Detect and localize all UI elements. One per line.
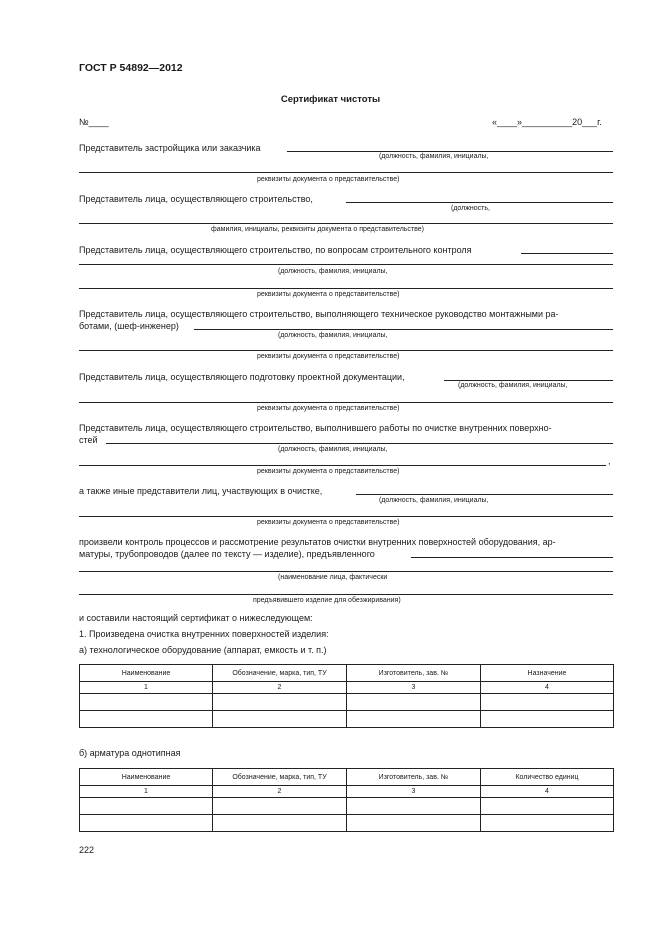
other-reps-hint-2: реквизиты документа о представительстве) <box>257 519 400 526</box>
design-docs-rep-hint: (должность, фамилия, инициалы, <box>458 382 568 389</box>
column-number: 2 <box>213 786 347 798</box>
construction-control-rep-field-3[interactable] <box>79 288 613 289</box>
inspection-text-2: матуры, трубопроводов (далее по тексту — изделие), предъявленного <box>79 549 375 559</box>
certificate-number: №____ <box>79 117 109 127</box>
construction-control-rep-hint-2: реквизиты документа о представительстве) <box>257 291 400 298</box>
chief-engineer-field[interactable] <box>194 329 613 330</box>
table-row <box>80 694 614 711</box>
cleaning-contractor-field[interactable] <box>106 443 613 444</box>
table-cell[interactable] <box>481 798 614 815</box>
column-number: 3 <box>347 682 481 694</box>
presenter-hint: (наименование лица, фактически <box>278 574 388 581</box>
table-cell[interactable] <box>481 711 614 728</box>
table-row <box>80 711 614 728</box>
cleaning-statement: 1. Произведена очистка внутренних поверхностей изделия: <box>79 629 329 639</box>
column-header: Назначение <box>481 665 614 682</box>
table-row <box>80 798 614 815</box>
other-reps-field-2[interactable] <box>79 516 613 517</box>
builder-rep-field[interactable] <box>346 202 613 203</box>
cleaning-contractor-label-1: Представитель лица, осуществляющего строительство, выполнившего работы по очистке внутренних поверхно- <box>79 423 552 433</box>
table-cell[interactable] <box>213 711 347 728</box>
presenter-field-3[interactable] <box>79 594 613 595</box>
page-number: 222 <box>79 845 95 855</box>
developer-rep-label: Представитель застройщика или заказчика <box>79 143 261 153</box>
builder-rep-label: Представитель лица, осуществляющего строительство, <box>79 194 313 204</box>
builder-rep-hint: (должность, <box>451 205 490 212</box>
table-cell[interactable] <box>213 694 347 711</box>
column-header: Обозначение, марка, тип, ТУ <box>213 665 347 682</box>
table-cell[interactable] <box>213 798 347 815</box>
table-cell[interactable] <box>80 798 213 815</box>
table-cell[interactable] <box>347 711 481 728</box>
table-header-row <box>80 665 614 682</box>
column-number-row <box>80 786 614 798</box>
table-cell[interactable] <box>347 798 481 815</box>
developer-rep-field[interactable] <box>287 151 613 152</box>
cleaning-contractor-comma: , <box>608 456 611 466</box>
design-docs-rep-field-2[interactable] <box>79 402 613 403</box>
column-number-row <box>80 682 614 694</box>
table-cell[interactable] <box>481 815 614 832</box>
valves-table <box>79 768 614 832</box>
conclusion-intro: и составили настоящий сертификат о нижеследующем: <box>79 613 313 623</box>
chief-engineer-label-2: ботами, (шеф-инженер) <box>79 321 179 331</box>
column-number: 1 <box>80 682 213 694</box>
presenter-field[interactable] <box>411 557 613 558</box>
table-cell[interactable] <box>80 694 213 711</box>
column-header: Изготовитель, зав. № <box>347 769 481 786</box>
column-number: 4 <box>481 786 614 798</box>
other-reps-hint: (должность, фамилия, инициалы, <box>379 497 489 504</box>
builder-rep-hint-2: фамилия, инициалы, реквизиты документа о представительстве) <box>211 226 424 233</box>
inspection-text-1: произвели контроль процессов и рассмотрение результатов очистки внутренних поверхностей оборудования, ар- <box>79 537 556 547</box>
cleaning-contractor-hint: (должность, фамилия, инициалы, <box>278 446 388 453</box>
construction-control-rep-label: Представитель лица, осуществляющего строительство, по вопросам строительного контроля <box>79 245 472 255</box>
document-header: ГОСТ Р 54892—2012 <box>79 62 183 74</box>
column-header: Изготовитель, зав. № <box>347 665 481 682</box>
table-cell[interactable] <box>80 711 213 728</box>
chief-engineer-hint: (должность, фамилия, инициалы, <box>278 332 388 339</box>
other-reps-field[interactable] <box>356 494 613 495</box>
design-docs-rep-hint-2: реквизиты документа о представительстве) <box>257 405 400 412</box>
certificate-date: «____»__________20___г. <box>492 117 602 127</box>
chief-engineer-label-1: Представитель лица, осуществляющего строительство, выполняющего техническое руководство монтажными ра- <box>79 309 559 319</box>
section-b-title: б) арматура однотипная <box>79 748 181 758</box>
section-a-title: а) технологическое оборудование (аппарат, емкость и т. п.) <box>79 645 327 655</box>
column-header: Наименование <box>80 665 213 682</box>
table-header-row <box>80 769 614 786</box>
equipment-table <box>79 664 614 728</box>
table-cell[interactable] <box>347 815 481 832</box>
column-number: 2 <box>213 682 347 694</box>
developer-rep-field-2[interactable] <box>79 172 613 173</box>
presenter-hint-2: предъявившего изделие для обезжиривания) <box>253 597 401 604</box>
presenter-field-2[interactable] <box>79 571 613 572</box>
column-header: Наименование <box>80 769 213 786</box>
column-number: 1 <box>80 786 213 798</box>
column-number: 4 <box>481 682 614 694</box>
builder-rep-field-2[interactable] <box>79 223 613 224</box>
design-docs-rep-label: Представитель лица, осуществляющего подготовку проектной документации, <box>79 372 405 382</box>
table-cell[interactable] <box>347 694 481 711</box>
cleaning-contractor-field-2[interactable] <box>79 465 606 466</box>
table-cell[interactable] <box>213 815 347 832</box>
table-cell[interactable] <box>481 694 614 711</box>
cleaning-contractor-hint-2: реквизиты документа о представительстве) <box>257 468 400 475</box>
table-cell[interactable] <box>80 815 213 832</box>
construction-control-rep-hint: (должность, фамилия, инициалы, <box>278 268 388 275</box>
developer-rep-hint: (должность, фамилия, инициалы, <box>379 153 489 160</box>
certificate-title: Сертификат чистоты <box>280 94 381 105</box>
design-docs-rep-field[interactable] <box>444 380 613 381</box>
other-reps-label: а также иные представители лиц, участвующих в очистке, <box>79 486 323 496</box>
cleaning-contractor-label-2: стей <box>79 435 98 445</box>
chief-engineer-field-2[interactable] <box>79 350 613 351</box>
column-header: Обозначение, марка, тип, ТУ <box>213 769 347 786</box>
chief-engineer-hint-2: реквизиты документа о представительстве) <box>257 353 400 360</box>
column-number: 3 <box>347 786 481 798</box>
table-row <box>80 815 614 832</box>
construction-control-rep-field[interactable] <box>521 253 613 254</box>
construction-control-rep-field-2[interactable] <box>79 264 613 265</box>
developer-rep-hint-2: реквизиты документа о представительстве) <box>257 176 400 183</box>
column-header: Количество единиц <box>481 769 614 786</box>
